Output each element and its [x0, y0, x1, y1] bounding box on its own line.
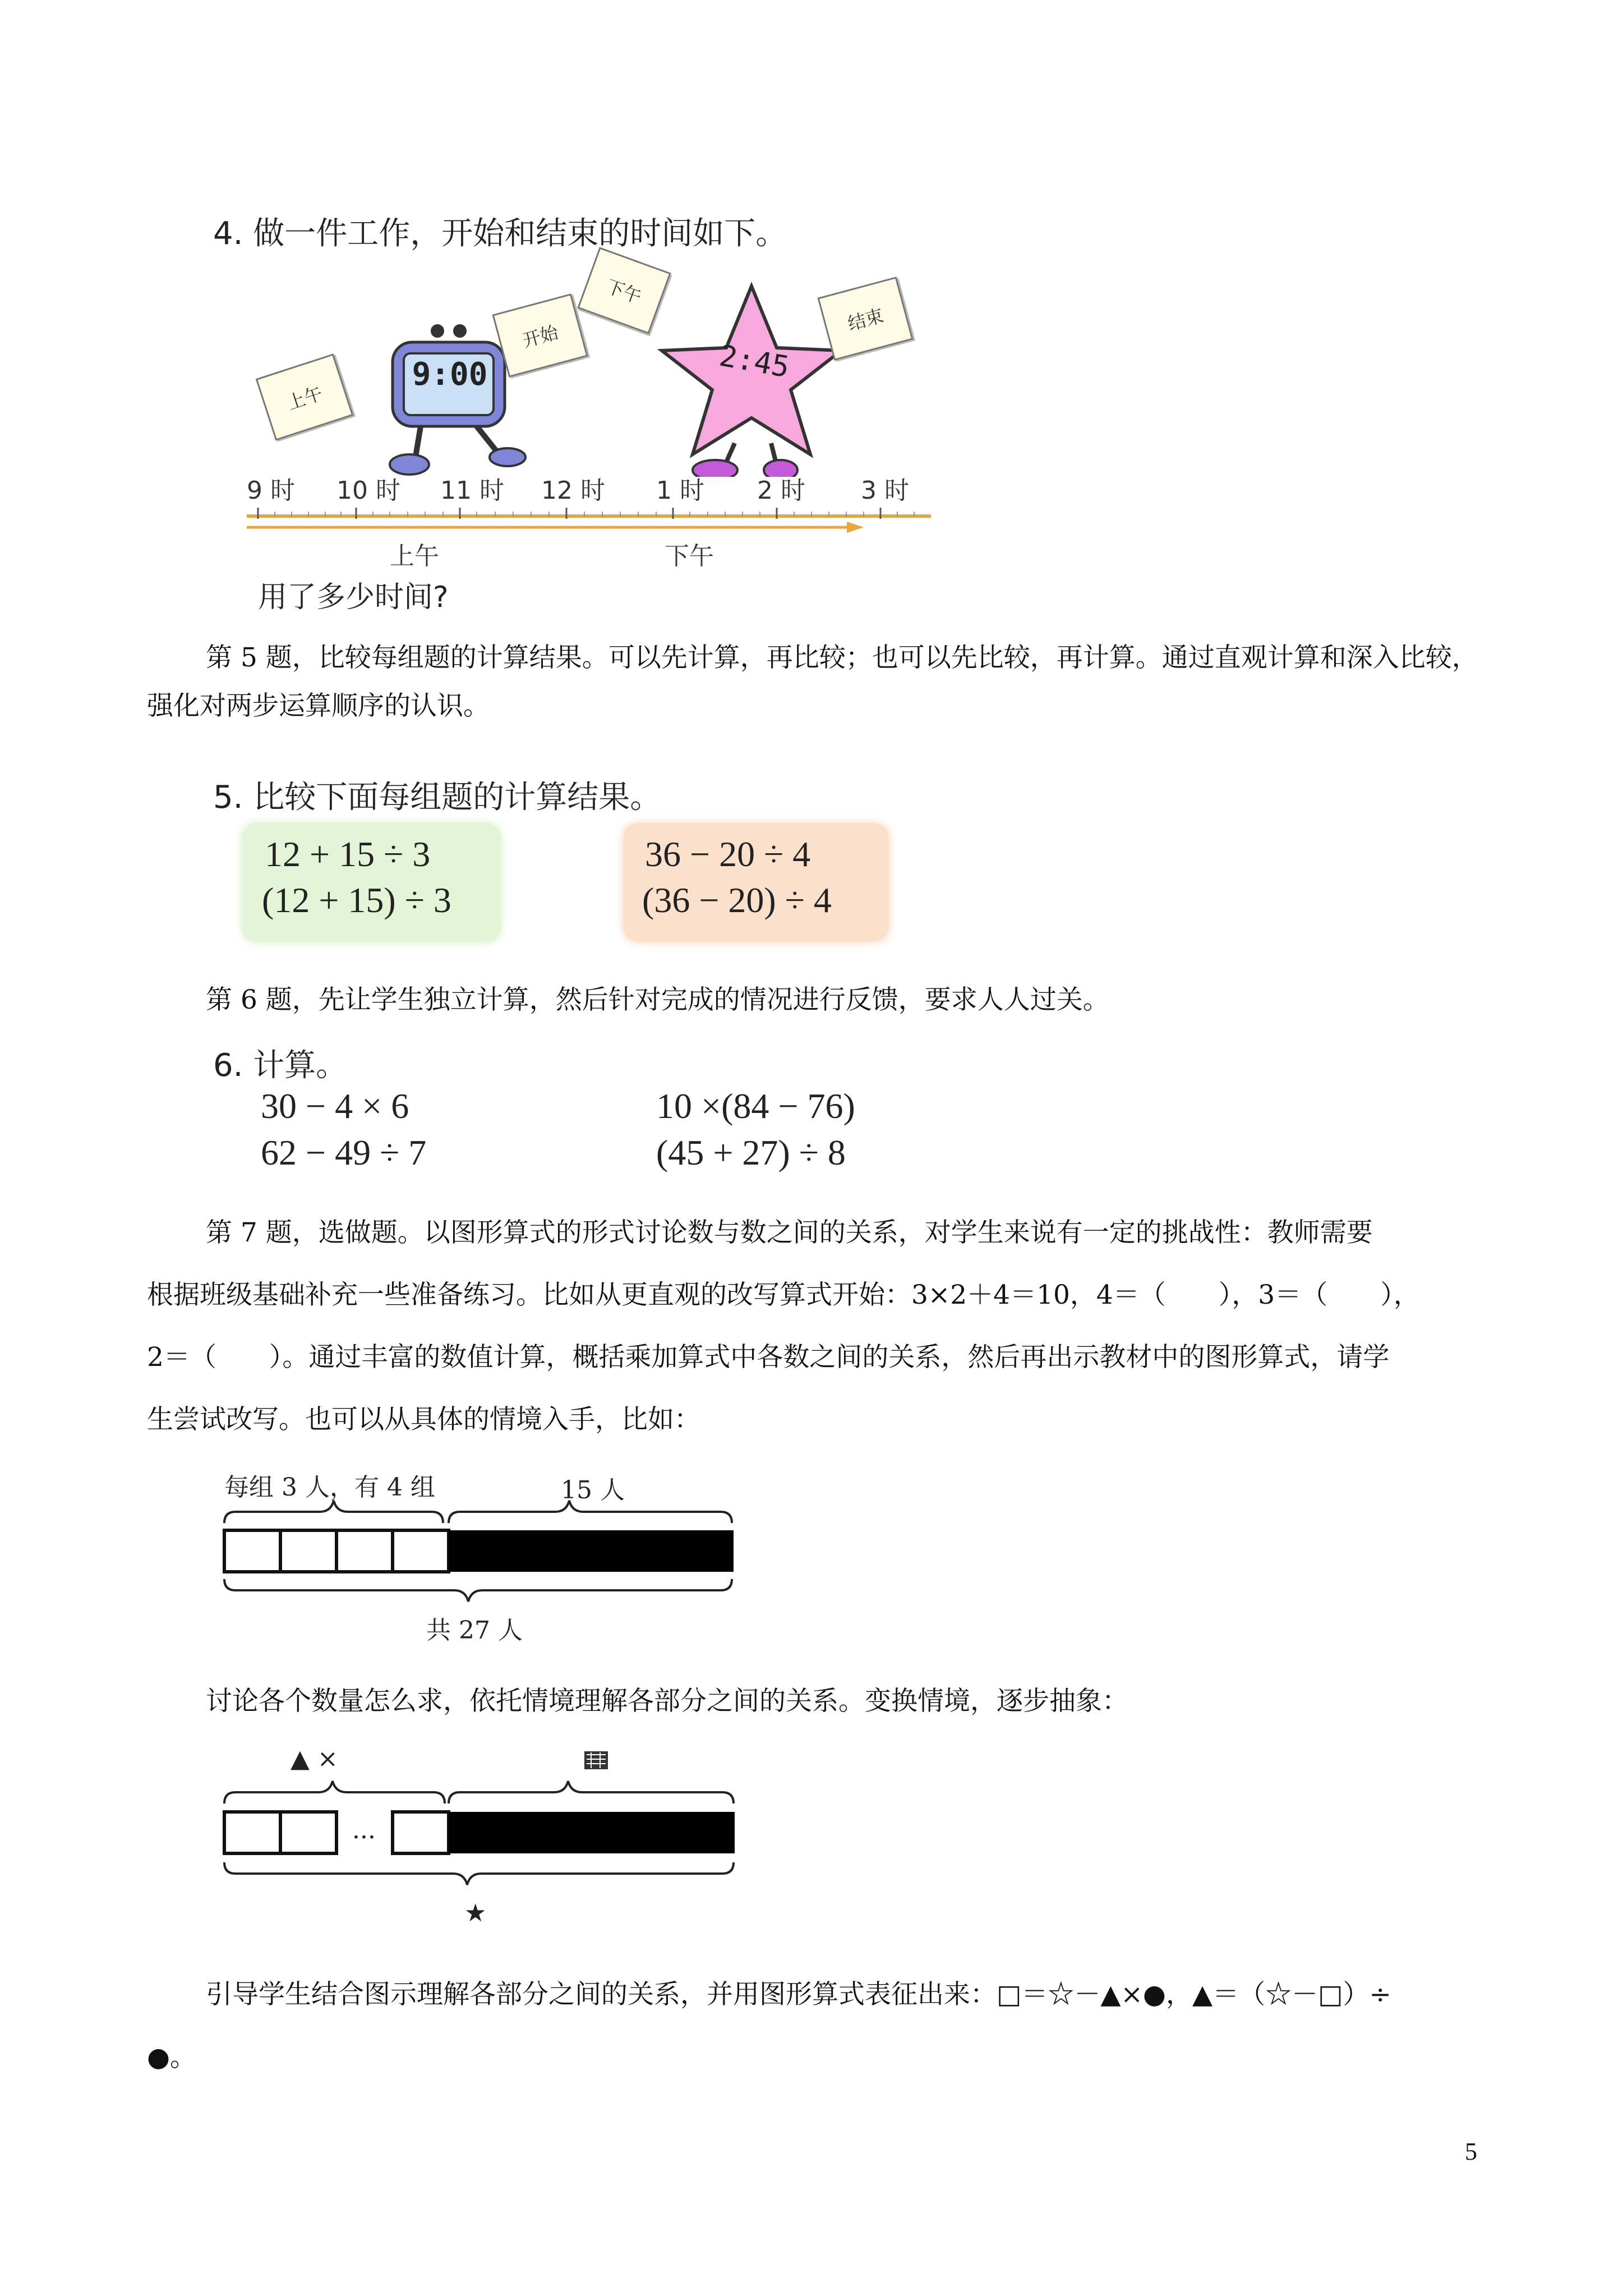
paragraph-ex5: 第 5 题，比较每组题的计算结果。可以先计算，再比较；也可以先比较，再计算。通过直观计算和深入比较，强化对两步运算顺序的认识。: [147, 642, 1478, 721]
timeline-axis: [241, 499, 942, 544]
diagram2-star: ★: [464, 1899, 487, 1927]
page-number: 5: [1465, 2138, 1477, 2165]
expr-5a2: (12 + 15) ÷ 3: [262, 880, 451, 920]
expr-6-right-1: 10 ×(84 − 76): [656, 1086, 855, 1126]
expr-5b2: (36 − 20) ÷ 4: [642, 880, 832, 920]
card-start: 开始: [492, 293, 588, 378]
card-pm-end: 下午: [577, 247, 671, 334]
expr-5a1: 12 + 15 ÷ 3: [265, 834, 431, 874]
paragraph-ex7-continued: 讨论各个数量怎么求，依托情境理解各部分之间的关系。变换情境，逐步抽象：: [206, 1686, 1128, 1717]
diagram2-dots: ···: [352, 1823, 376, 1852]
paragraph-conclusion-line2: ●。: [147, 2042, 197, 2073]
diagram2-left-label: ▲ ×: [291, 1745, 338, 1773]
timeline-label-3: 3 时: [861, 476, 909, 505]
clock2-time: 2:45: [717, 339, 792, 385]
paragraph-ex6: 第 6 题，先让学生独立计算，然后针对完成的情况进行反馈，要求人人过关。: [206, 984, 1109, 1015]
timeline-label-10: 10 时: [336, 476, 400, 505]
orange-expression-box: [624, 823, 888, 941]
exercise-4-question: 用了多少时间?: [258, 581, 449, 614]
exercise-4-illustration: [241, 247, 970, 600]
diagram1-left-label: 每组 3 人，有 4 组: [224, 1473, 435, 1502]
clock1-time: 9:00: [412, 356, 488, 393]
green-expression-box: [242, 823, 500, 941]
exercise-5-title: 5. 比较下面每组题的计算结果。: [213, 779, 662, 816]
paragraph-ex7-line2: 根据班级基础补充一些准备练习。比如从更直观的改写算式开始：3×2＋4＝10，4＝（ ），3＝（ ），: [147, 1280, 1420, 1310]
expr-6-left-2: 62 − 49 ÷ 7: [261, 1133, 427, 1172]
timeline-label-12: 12 时: [541, 476, 605, 505]
timeline-label-11: 11 时: [440, 476, 504, 505]
card-am-start: 上午: [256, 353, 354, 440]
paragraph-ex7-line3: 2＝（ ）。通过丰富的数值计算，概括乘加算式中各数之间的关系，然后再出示教材中的图形算式，请学: [147, 1342, 1390, 1373]
card-end: 结束: [817, 277, 913, 361]
diagram1-right-label: 15 人: [561, 1476, 625, 1504]
expr-5b1: 36 − 20 ÷ 4: [645, 834, 811, 874]
paragraph-ex7-line1: 第 7 题，选做题。以图形算式的形式讨论数与数之间的关系，对学生来说有一定的挑战性：教师需要: [206, 1217, 1373, 1248]
exercise-6-title: 6. 计算。: [213, 1047, 348, 1084]
expr-6-right-2: (45 + 27) ÷ 8: [656, 1133, 846, 1172]
timeline-label-2: 2 时: [757, 476, 805, 505]
blurred-symbol-icon: [583, 1749, 609, 1772]
pm-label: 下午: [665, 542, 714, 570]
timeline-label-1: 1 时: [656, 476, 704, 505]
diagram1-bottom-label: 共 27 人: [426, 1616, 523, 1645]
timeline-label-9: 9 时: [247, 476, 295, 505]
paragraph-conclusion-line1: 引导学生结合图示理解各部分之间的关系，并用图形算式表征出来：□＝☆－▲×●，▲＝（☆－□）÷: [206, 1979, 1391, 2010]
expr-6-left-1: 30 − 4 × 6: [261, 1086, 409, 1126]
exercise-4-title: 4. 做一件工作，开始和结束的时间如下。: [213, 215, 787, 252]
paragraph-ex7-line4: 生尝试改写。也可以从具体的情境入手，比如：: [147, 1404, 700, 1435]
am-label: 上午: [390, 542, 439, 570]
